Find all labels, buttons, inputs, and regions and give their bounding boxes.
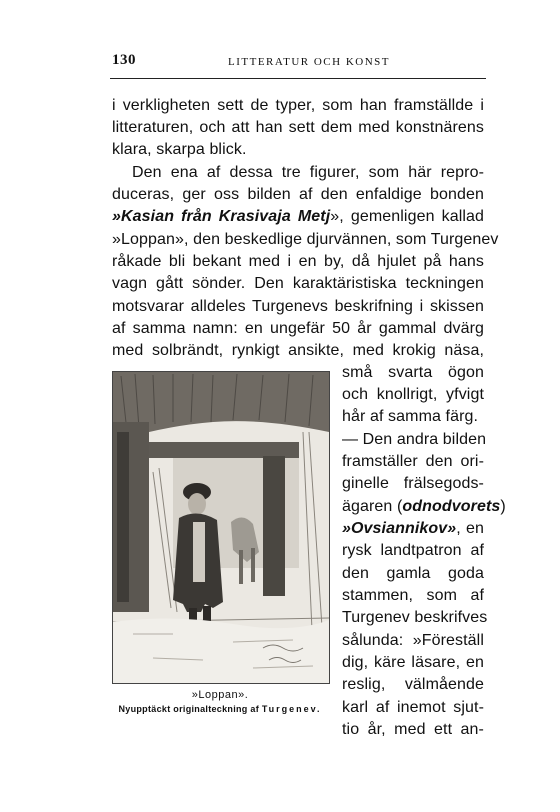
page-number: 130 [112,52,136,68]
text-line: dig, käre läsare, en [342,654,484,671]
figure-caption: »Loppan». [191,689,249,701]
running-title: LITTERATUR OCH KONST [228,56,390,68]
text-line: hår af samma färg. [342,408,479,425]
text-line: Den ena af dessa tre figurer, som här repro- [132,164,484,181]
text-line: och knollrigt, yfvigt [342,386,484,403]
text-line: reslig, välmående [342,676,484,693]
figure-credit [98,704,342,714]
header-rule [110,78,486,79]
text-line-kasian [112,206,484,228]
text-line-ovsiannikov [342,518,484,540]
text-line: af samma namn: en ungefär 50 år gammal dvärg [112,320,484,337]
text-line-odnodvorets [342,496,506,518]
text-line: små svarta ögon [342,364,484,381]
text-line: vagn gått sönder. Den karaktäristiska teckningen [112,275,484,292]
credit-artist: Turgenev. [261,704,322,714]
text-line: litteraturen, och att han sett dem med konstnärens [112,119,484,136]
text-line: — Den andra bilden [342,431,487,448]
text-line: Turgenev beskrifves [342,609,488,626]
ovsiannikov-title: »Ovsiannikov» [342,520,457,537]
text-line: stammen, som af [342,587,484,604]
text-line: framställer den ori- [342,453,484,470]
credit-text: Nyupptäckt originalteckning af [118,704,260,714]
text-fragment: », gemenligen kallad [330,208,485,225]
text-line: med solbrändt, rynkigt ansikte, med krokig näsa, [112,342,484,359]
text-line: råkade bli bekant med i en by, då hjulet på hans [112,253,484,270]
text-fragment: ) [500,498,506,515]
text-line: sålunda: »Föreställ [342,632,484,649]
text-line: den gamla goda [342,565,484,582]
text-line: ginelle frälsegods- [342,475,484,492]
text-line: rysk landtpatron af [342,542,484,559]
text-line: tio år, med ett an- [342,721,484,738]
text-line: i verkligheten sett de typer, som han framställde i [112,97,484,114]
text-fragment: , en [456,520,484,537]
text-line: klara, skarpa blick. [112,141,247,158]
text-line: »Loppan», den beskedlige djurvännen, som Turgenev [112,231,499,248]
text-line: duceras, ger oss bilden af den enfaldige bonden [112,186,484,203]
loppan-illustration [112,371,330,684]
text-line: motsvarar alldeles Turgenevs beskrifning i skissen [112,298,484,315]
text-fragment: ägaren ( [342,498,403,515]
text-line: karl af inemot sjut- [342,699,484,716]
odnodvorets-term: odnodvorets [402,498,501,515]
kasian-title: »Kasian från Krasivaja Metj [112,208,331,225]
